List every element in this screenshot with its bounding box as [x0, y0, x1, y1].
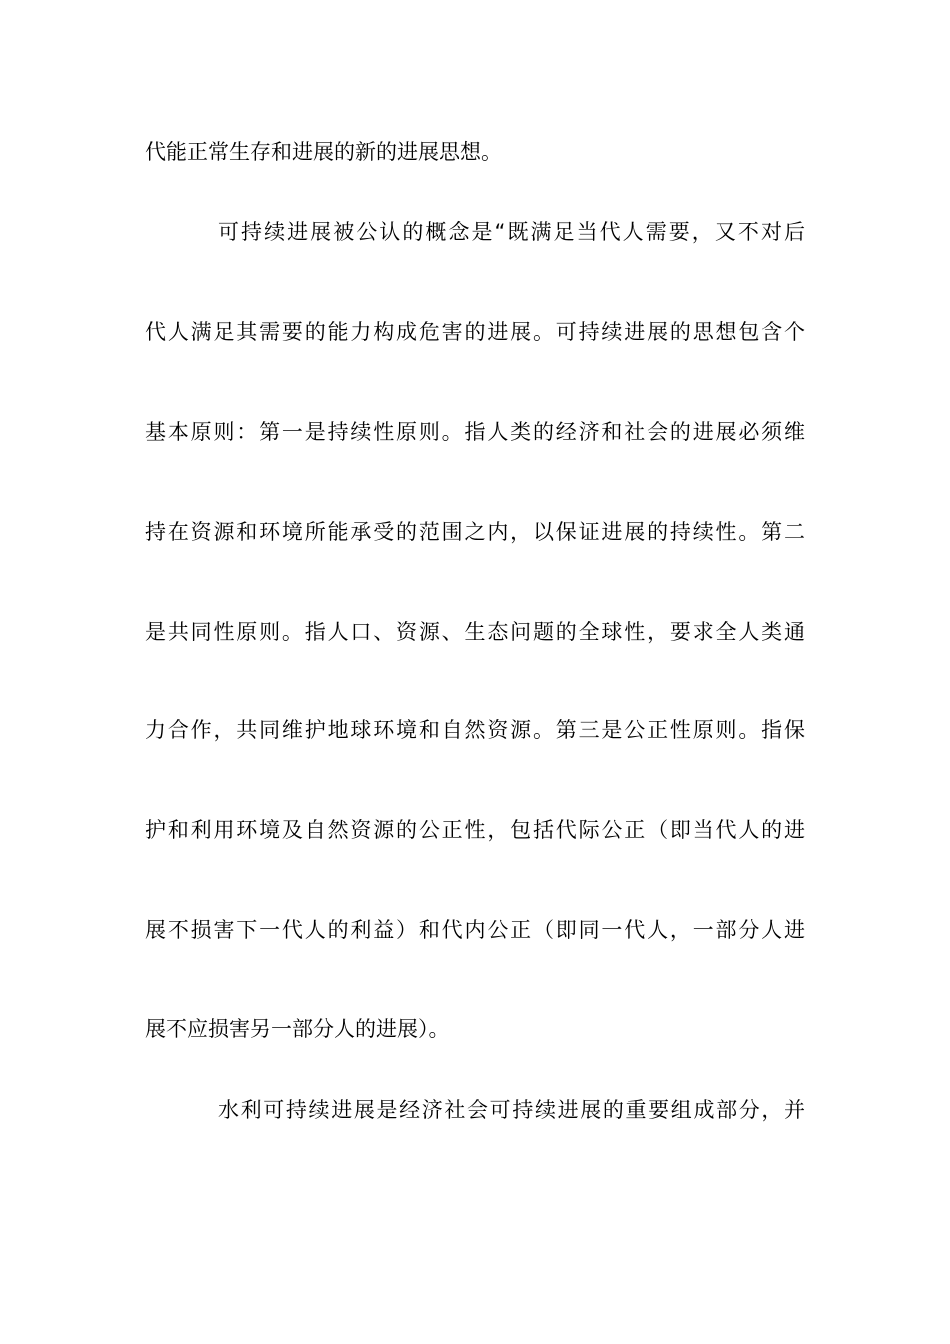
paragraph-line-11: 水利可持续进展是经济社会可持续进展的重要组成部分，并 — [218, 1098, 805, 1122]
paragraph-line-4: 基本原则：第一是持续性原则。指人类的经济和社会的进展必须维 — [145, 420, 805, 444]
paragraph-line-6: 是共同性原则。指人口、资源、生态问题的全球性，要求全人类通 — [145, 620, 805, 644]
paragraph-line-10: 展不应损害另一部分人的进展）。 — [145, 1017, 450, 1041]
paragraph-line-3: 代人满足其需要的能力构成危害的进展。可持续进展的思想包含个 — [145, 320, 805, 344]
paragraph-line-9: 展不损害下一代人的利益）和代内公正（即同一代人，一部分人进 — [145, 918, 805, 942]
paragraph-line-1: 代能正常生存和进展的新的进展思想。 — [145, 140, 502, 164]
paragraph-line-5: 持在资源和环境所能承受的范围之内，以保证进展的持续性。第二 — [145, 520, 805, 544]
paragraph-line-7: 力合作，共同维护地球环境和自然资源。第三是公正性原则。指保 — [145, 718, 805, 742]
paragraph-line-2: 可持续进展被公认的概念是“既满足当代人需要，又不对后 — [218, 220, 805, 244]
paragraph-line-8: 护和利用环境及自然资源的公正性，包括代际公正（即当代人的进 — [145, 818, 805, 842]
